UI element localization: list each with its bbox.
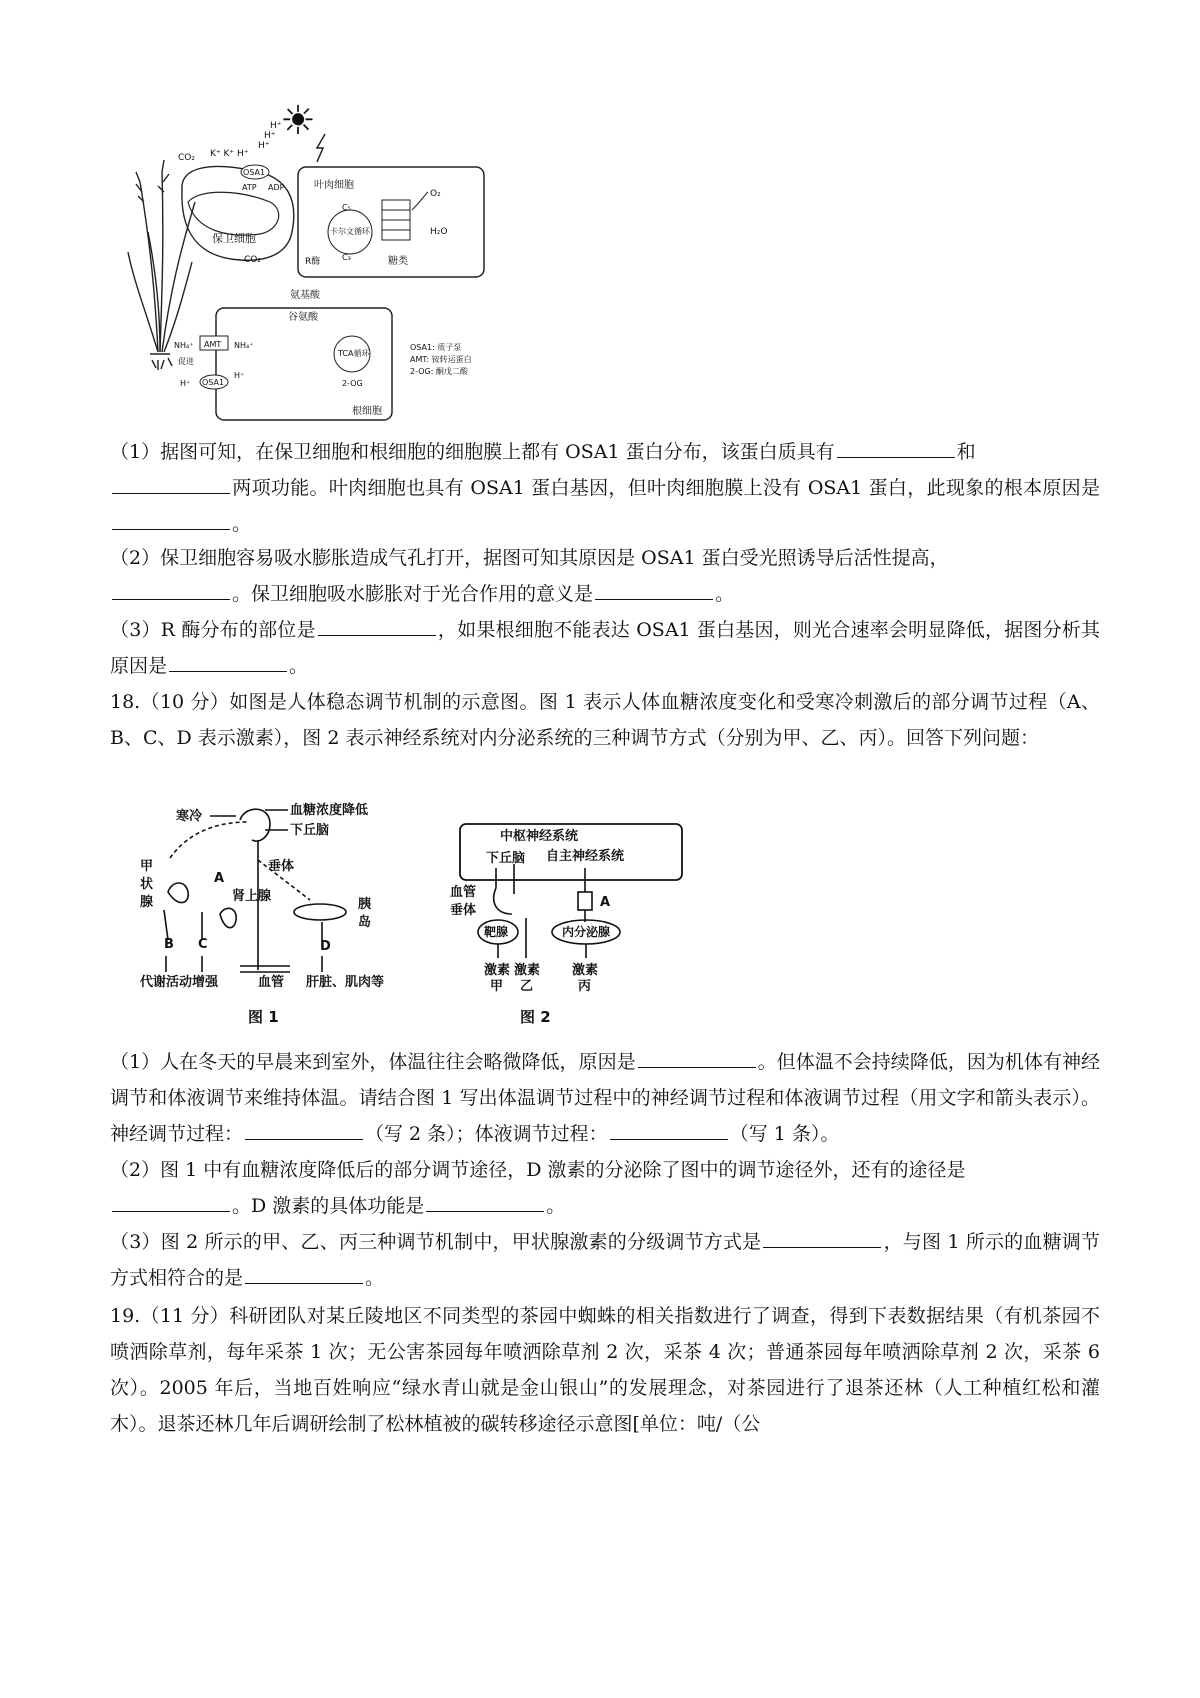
figure1-caption: 图 1 [248,1008,279,1026]
amino-acid-label: 氨基酸 [290,290,320,301]
osa1-label: OSA1 [202,378,225,387]
answer-blank[interactable] [638,1049,756,1068]
q18-intro: 18.（10 分）如图是人体稳态调节机制的示意图。图 1 表示人体血糖浓度变化和受寒冷刺激后的部分调节过程（A、B、C、D 表示激素），图 2 表示神经系统对内分泌系统的三种调节方式（分别为甲、乙、丙）。回答下列问题： [110,691,1100,749]
text-span: 。 [289,655,309,677]
hypothalamus-label: 下丘脑 [290,823,330,838]
thyroid-gland-icon [168,883,188,903]
q18-figure1 [140,800,420,1030]
target-gland-label: 靶腺 [484,925,509,939]
q18-part1 [110,1044,1100,1152]
hormone-b-label: B [164,937,174,952]
glutamate-label: 谷氨酸 [288,312,318,323]
text-span: 两项功能。叶肉细胞也具有 OSA1 蛋白基因，但叶肉细胞膜上没有 OSA1 蛋白，此现象的根本原因是 [232,477,1100,499]
legend-line: OSA1: 质子泵 [410,343,462,352]
hormone-yi-label: 激素 [514,963,541,978]
liver-muscle-label: 肝脏、肌肉等 [306,975,385,990]
root-cell-label: 根细胞 [352,406,382,417]
q18-figure2 [450,818,690,1030]
cold-label: 寒冷 [176,809,203,824]
thyroid-label: 腺 [140,895,154,910]
og-label: 2-OG [342,379,363,388]
cns-label: 中枢神经系统 [500,829,579,844]
amt-label: AMT [204,340,222,349]
hormone-jia-label: 甲 [490,979,504,994]
legend-line: AMT: 铵转运蛋白 [410,355,472,364]
q18-part2 [110,1152,1100,1224]
glucose-low-label: 血糖浓度降低 [290,803,369,818]
calvin-label: 卡尔文循环 [330,227,370,236]
h-ion-label: H⁺ [258,141,270,151]
answer-blank[interactable] [245,1121,363,1140]
thyroid-label: 状 [140,877,154,892]
q19-text: 19.（11 分）科研团队对某丘陵地区不同类型的茶园中蜘蛛的相关指数进行了调查，得到下表数据结果（有机茶园不喷洒除草剂，每年采茶 1 次；无公害茶园每年喷洒除草剂 2 次，采茶 4 次；普通茶园每年喷洒除草剂 2 次，采茶 6 次）。2005 年后，当地百姓响应“绿水青山就是金山银山”的发展理念，对茶园进行了退茶还林（人工种植红松和灌木）。退茶还林几年后调研绘制了松林植被的碳转移途径示意图[单位：吨/（公 [110,1305,1100,1435]
hypothalamus-label: 下丘脑 [486,851,526,866]
h-ion-label: H⁺ [180,379,191,388]
answer-blank[interactable] [318,617,436,636]
h2o-label: H₂O [430,227,448,237]
islet-label: 岛 [358,915,372,930]
text-span: ，如果根细胞不能表达 OSA1 蛋白基因，则光合速率会明显降低，据图分析其原因是 [110,619,1101,677]
q17-part2 [110,540,1100,612]
c3-label: C₃ [342,253,351,262]
q17-part3 [110,612,1100,684]
text-span: （1）人在冬天的早晨来到室外，体温往往会略微降低，原因是 [110,1051,636,1073]
answer-blank[interactable] [595,581,713,600]
tca-label: TCA循环 [338,349,370,358]
text-span: （写 1 条）。 [729,1123,840,1145]
metabolism-label: 代谢活动增强 [140,975,219,990]
co2-label: CO₂ [178,153,195,163]
co2-label: CO₂ [244,255,261,265]
adrenal-gland-icon [220,908,236,927]
h-ion-label: H⁺ [264,131,276,141]
text-span: （2）保卫细胞容易吸水膨胀造成气孔打开，据图可知其原因是 OSA1 蛋白受光照诱导后活性提高， [110,547,949,569]
ans-label: 自主神经系统 [546,849,625,864]
text-span: 。 [715,583,735,605]
answer-blank[interactable] [112,511,230,530]
guard-cell-label: 保卫细胞 [212,232,256,245]
osa1-label: OSA1 [243,168,266,177]
blood-vessel-icon [240,966,290,972]
figure2-caption: 图 2 [520,1008,551,1026]
vessel-label: 血管 [258,975,285,990]
text-span: 。 [365,1267,385,1289]
sun-icon: ☀ [280,98,316,144]
hormone-yi-label: 乙 [520,979,534,994]
pancreas-islet-icon [294,904,346,920]
text-span: 。但体温不会持续降低，因为机体有神经调节和体液调节来维持体温。请结合图 1 写出体温调节过程中的神经调节过程和体液调节过程（用文字和箭头表示）。神经调节过程： [110,1051,1100,1145]
o2-label: O₂ [430,189,441,199]
text-span: （3）图 2 所示的甲、乙、丙三种调节机制中，甲状腺激素的分级调节方式是 [110,1231,762,1253]
hormone-bing-label: 激素 [572,963,599,978]
answer-blank[interactable] [169,653,287,672]
brain-outline [240,809,270,841]
adp-label: ADP [268,183,285,192]
pituitary-label: 垂体 [268,859,295,874]
q18-part3 [110,1224,1100,1296]
guard-cell-outline [182,166,294,260]
promote-label: 促进 [178,357,194,366]
legend-line: 2-OG: 酮戊二酸 [410,367,468,376]
text-span: 。保卫细胞吸水膨胀对于光合作用的意义是 [232,583,594,605]
atp-label: ATP [242,183,257,192]
text-span: （写 2 条）；体液调节过程： [365,1123,608,1145]
text-span: 和 [956,441,976,463]
plant-cell-diagram [120,92,500,422]
text-span: （2）图 1 中有血糖浓度降低后的部分调节途径，D 激素的分泌除了图中的调节途径外，还有的途径是 [110,1159,966,1181]
h-ion-label: H⁺ [270,121,282,131]
text-span: ，与图 1 所示的血糖调节方式相符合的是 [110,1231,1101,1289]
text-span: （3）R 酶分布的部位是 [110,619,316,641]
answer-blank[interactable] [610,1121,728,1140]
q17-part1 [110,434,1100,542]
k-ion-label: K⁺ K⁺ H⁺ [210,149,249,159]
h-ion-label: H⁺ [234,371,245,380]
answer-blank[interactable] [245,1265,363,1284]
hormone-bing-label: 丙 [578,979,592,994]
nh4-label: NH₄⁺ [174,341,194,350]
islet-label: 胰 [358,897,372,912]
text-span: 。D 激素的具体功能是 [232,1195,425,1217]
nh4-label: NH₄⁺ [234,341,254,350]
thyroid-label: 甲 [140,859,154,874]
r-enzyme-label: R酶 [305,257,321,267]
hormone-jia-label: 激素 [484,963,511,978]
hormone-d-label: D [320,939,331,954]
answer-blank[interactable] [112,1193,230,1212]
adrenal-label: 肾上腺 [232,889,272,904]
hormone-c-label: C [198,937,208,952]
text-span: 。 [546,1195,566,1217]
mesophyll-label: 叶肉细胞 [314,180,354,191]
lightning-icon [317,134,325,162]
hormone-a-label: A [600,895,611,910]
answer-blank[interactable] [112,475,230,494]
answer-blank[interactable] [763,1229,881,1248]
answer-blank[interactable] [837,439,955,458]
answer-blank[interactable] [112,581,230,600]
answer-blank[interactable] [426,1193,544,1212]
rice-plant-icon [128,160,195,370]
pituitary-label: 垂体 [450,903,477,918]
endocrine-gland-label: 内分泌腺 [562,925,611,939]
text-span: 。 [232,513,252,535]
c5-label: C₅ [342,203,351,212]
vessel-label: 血管 [450,885,477,900]
text-span: （1）据图可知，在保卫细胞和根细胞的细胞膜上都有 OSA1 蛋白分布，该蛋白质具有 [110,441,835,463]
sugar-label: 糖类 [388,256,408,267]
hormone-a-label: A [214,871,225,886]
root-cell-box [216,308,392,420]
